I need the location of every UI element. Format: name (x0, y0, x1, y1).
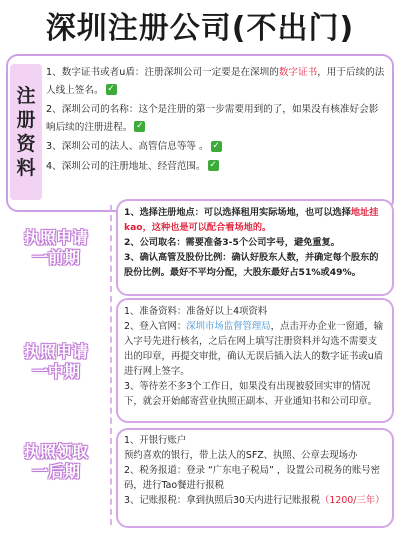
list-item: 预约喜欢的银行，带上法人的SFZ、执照、公章去现场办 (124, 450, 358, 461)
list-item: 1、数字证书或者u盾：注册深圳公司一定要是在深圳的数字证书，用于后续的法人线上签名。 ✓ (46, 67, 385, 96)
check-box-icon: ✓ (212, 140, 220, 151)
materials-side-label (10, 64, 42, 200)
phase-subtitle: 一后期 (31, 462, 80, 481)
list-item: 2、公司取名：需要准备3-5个公司字号，避免重复。 (124, 237, 340, 248)
phase-late-body (124, 433, 386, 508)
phase-subtitle: 一中期 (31, 362, 80, 381)
phase-early-body (124, 205, 386, 280)
list-item: 4、深圳公司的注册地址、经营范围。 ✓ (46, 160, 217, 172)
phase-label-late (14, 442, 98, 482)
list-item: 1、选择注册地点：可以选择租用实际场地，也可以选择地址挂kao，这种也是可以配合看场地的。 (124, 207, 379, 233)
timeline-divider (110, 205, 112, 525)
page-title: 深圳注册公司(不出门) (45, 11, 355, 46)
list-item: 1、开银行账户 (124, 435, 187, 446)
side-label-char: 料 (16, 157, 36, 179)
list-item: 3、等待差不多3个工作日，如果没有出现被驳回实审的情况下，就会开始邮寄营业执照正副本、开业通知书和公司印章。 (124, 381, 378, 407)
highlight-text: 数字证书 (278, 67, 318, 78)
list-item: 3、记账报税：拿到执照后30天内进行记账报税（1200/三年） (124, 495, 385, 506)
side-label-char: 注 (16, 85, 36, 107)
side-label-char: 册 (16, 109, 36, 131)
list-item: 2、登入官网：深圳市场监督管理局，点击开办企业一窗通，输入字号先进行核名，之后在网上填写注册资料并勾选不需要支出的印章，再提交审批，确认无误后插入法人的数字证书或u盾进行网上签字。 (124, 321, 384, 377)
list-item: 3、确认高管及股份比例：确认好股东人数，并确定每个股东的股份比例。最好不平均分配，大股东最好占51%或49%。 (124, 252, 379, 278)
highlight-text: （1200/三年） (320, 495, 385, 506)
phase-label-early (14, 228, 98, 268)
check-box-icon: ✓ (136, 121, 144, 131)
check-box-icon: ✓ (107, 84, 115, 94)
list-item: 2、深圳公司的名称：这个是注册的第一步需要用到的了，如果没有核准好会影响后续的注册进程。 ✓ (46, 104, 379, 133)
list-item: 1、准备资料：准备好以上4项资料 (124, 306, 268, 317)
phase-label-middle (14, 342, 98, 382)
materials-list (46, 64, 386, 177)
highlight-text: 深圳市场监督管理局 (186, 321, 271, 332)
list-item: 2、税务报道：登录 “广东电子税局” ，设置公司税务的账号密码，进行Tao餐进行报税 (124, 465, 381, 491)
phase-title: 执照申请 (23, 342, 88, 361)
phase-subtitle: 一前期 (31, 248, 80, 267)
side-label-char: 资 (16, 133, 36, 155)
phase-title: 执照领取 (23, 442, 88, 461)
phase-middle-body (124, 304, 386, 409)
highlight-text: 地址挂kao，这种也是可以配合看场地的。 (124, 207, 379, 233)
check-box-icon: ✓ (209, 160, 217, 170)
list-item: 3、深圳公司的法人、高管信息等等 。 ✓ (46, 140, 220, 152)
phase-title: 执照申请 (23, 228, 88, 247)
